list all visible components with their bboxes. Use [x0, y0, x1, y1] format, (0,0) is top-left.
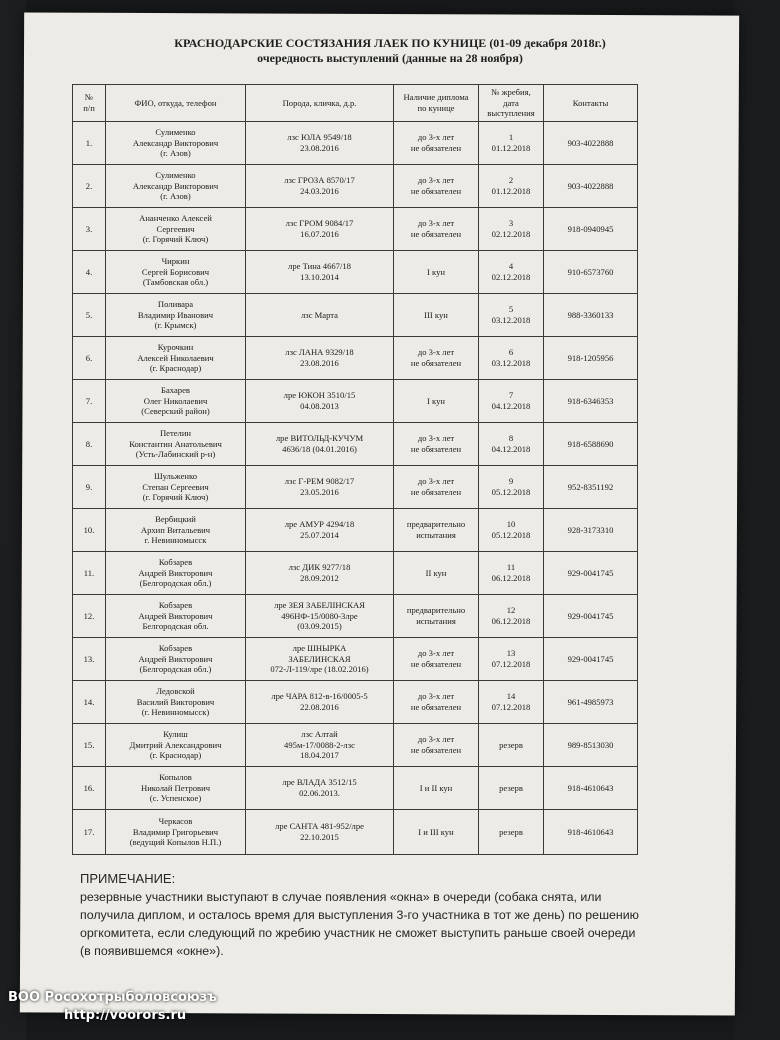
cell-num: 2.	[73, 165, 106, 208]
cell-draw	[479, 466, 544, 509]
cell-contact: 929-0041745	[544, 552, 638, 595]
cell-fio	[106, 724, 246, 767]
cell-fio-line: (г. Горячий Ключ)	[142, 234, 209, 245]
cell-breed-line: лзс ЛАНА 9329/18	[285, 347, 354, 358]
cell-fio	[106, 337, 246, 380]
schedule-table	[72, 84, 638, 855]
cell-breed	[246, 466, 394, 509]
cell-breed-line: 23.05.2016	[300, 487, 339, 497]
cell-diploma	[394, 380, 479, 423]
cell-breed-line: лзс ЮЛА 9549/18	[287, 132, 352, 143]
cell-fio-line: (Белгородская обл.)	[139, 664, 212, 675]
cell-draw	[479, 208, 544, 251]
cell-fio-line: Владимир Григорьевич	[132, 826, 219, 837]
cell-num: 13.	[73, 638, 106, 681]
cell-fio-line: Кобзарев	[158, 643, 193, 654]
cell-diploma	[394, 552, 479, 595]
cell-contact: 989-8513030	[544, 724, 638, 767]
cell-num: 8.	[73, 423, 106, 466]
cell-contact: 988-3360133	[544, 294, 638, 337]
cell-fio	[106, 638, 246, 681]
cell-diploma-line: до 3-х лет	[417, 132, 455, 143]
dark-background-right	[735, 0, 780, 1040]
cell-draw-line: 03.12.2018	[491, 315, 531, 325]
cell-breed-line: 25.07.2014	[300, 530, 339, 540]
cell-breed	[246, 767, 394, 810]
cell-fio-line: Курочкин	[157, 342, 194, 353]
cell-diploma-line: I кун	[427, 395, 445, 406]
table-row	[73, 208, 638, 251]
cell-breed-line: (03.09.2015)	[297, 621, 342, 632]
cell-fio-line: Андрей Викторович	[138, 653, 213, 664]
cell-draw	[479, 380, 544, 423]
cell-breed-line: лзс Г-РЕМ 9082/17	[284, 476, 355, 487]
cell-fio	[106, 380, 246, 423]
cell-draw	[479, 509, 544, 552]
header-fio: ФИО, откуда, телефон	[106, 85, 246, 122]
cell-diploma	[394, 122, 479, 165]
cell-breed-line: 22.08.2016	[300, 702, 339, 712]
note-line-4: (в появившемся «окне»).	[80, 944, 224, 958]
cell-fio-line: (г. Краснодар)	[149, 363, 202, 374]
cell-fio-line: Поливара	[157, 299, 194, 310]
cell-diploma-line: испытания	[416, 530, 456, 540]
cell-breed-line: 22.10.2015	[300, 832, 339, 842]
cell-breed-line: лре ЧАРА 812-в-16/0005-5	[271, 691, 368, 702]
cell-num: 10.	[73, 509, 106, 552]
cell-fio-line: (с. Успенское)	[149, 793, 202, 804]
cell-breed-line: лре ЗЕЯ ЗАБЕЛІНСКАЯ	[274, 600, 365, 611]
cell-fio	[106, 810, 246, 855]
cell-fio-line: Бахарев	[161, 385, 190, 396]
cell-num: 14.	[73, 681, 106, 724]
cell-fio-line: Копылов	[159, 772, 192, 783]
cell-draw-line: 2	[508, 175, 514, 186]
cell-breed-line: лзс ГРОМ 9084/17	[285, 218, 354, 229]
cell-diploma-line: до 3-х лет	[417, 691, 455, 702]
header-breed: Порода, кличка, д.р.	[246, 85, 394, 122]
cell-fio-line: Сулименко	[155, 127, 196, 138]
header-num: № п/п	[73, 85, 106, 122]
cell-breed	[246, 122, 394, 165]
cell-fio-line: Ананченко Алексей	[139, 213, 212, 224]
cell-fio-line: Андрей Викторович	[138, 567, 213, 578]
cell-fio-line: (г. Крымск)	[154, 320, 197, 331]
cell-breed	[246, 810, 394, 855]
cell-breed-line: лре САНТА 481-952/лре	[275, 821, 364, 832]
cell-breed-line: лзс ГРОЗА 8570/17	[284, 175, 355, 186]
cell-fio-line: (Белгородская обл.)	[139, 578, 212, 589]
cell-fio-line: Архип Витальевич	[140, 524, 211, 535]
cell-breed	[246, 509, 394, 552]
table-row	[73, 122, 638, 165]
cell-draw	[479, 294, 544, 337]
table-row	[73, 767, 638, 810]
cell-contact: 903-4022888	[544, 165, 638, 208]
cell-num: 12.	[73, 595, 106, 638]
note-line-2: получила диплом, и осталось время для выступления 3-го участника в тот же день) по решению	[80, 908, 639, 922]
cell-fio-line: Петелин	[159, 428, 192, 439]
cell-diploma-line: II кун	[425, 567, 447, 578]
cell-contact: 928-3173310	[544, 509, 638, 552]
cell-contact: 918-0940945	[544, 208, 638, 251]
cell-breed	[246, 423, 394, 466]
cell-diploma-line: не обязателен	[410, 487, 462, 497]
cell-diploma	[394, 509, 479, 552]
cell-draw-line: 9	[508, 476, 514, 487]
cell-breed-line: 072-Л-119/лре (18.02.2016)	[270, 664, 369, 675]
cell-draw	[479, 595, 544, 638]
cell-breed	[246, 294, 394, 337]
cell-fio	[106, 294, 246, 337]
cell-fio-line: Кобзарев	[158, 600, 193, 611]
header-diploma: Наличие диплома по кунице	[394, 85, 479, 122]
cell-breed-line: 16.07.2016	[300, 229, 339, 239]
table-row	[73, 552, 638, 595]
cell-breed	[246, 380, 394, 423]
cell-draw-line: 4	[508, 261, 514, 272]
cell-fio-line: (г. Азов)	[160, 148, 191, 159]
cell-breed	[246, 638, 394, 681]
cell-num: 17.	[73, 810, 106, 855]
cell-draw-line: 1	[508, 132, 514, 143]
cell-diploma-line: III кун	[424, 309, 448, 320]
cell-fio-line: Андрей Викторович	[138, 610, 213, 621]
cell-breed-line: 28.09.2012	[300, 573, 339, 583]
cell-diploma	[394, 337, 479, 380]
cell-fio	[106, 681, 246, 724]
header-contacts: Контакты	[544, 85, 638, 122]
cell-draw-line: 13	[506, 648, 516, 659]
table-row	[73, 810, 638, 855]
cell-breed-line: 02.06.2013.	[299, 788, 340, 798]
cell-contact: 918-6346353	[544, 380, 638, 423]
cell-draw	[479, 767, 544, 810]
cell-diploma	[394, 294, 479, 337]
cell-contact: 929-0041745	[544, 638, 638, 681]
cell-fio-line: Александр Викторович	[132, 137, 219, 148]
cell-draw-line: 5	[508, 304, 514, 315]
cell-fio-line: Алексей Николаевич	[137, 352, 214, 363]
header-draw: № жребия, дата выступления	[479, 85, 544, 122]
cell-draw-line: резерв	[499, 782, 523, 793]
cell-diploma-line: не обязателен	[410, 186, 462, 196]
cell-fio-line: Ледовской	[156, 686, 195, 697]
cell-breed-line: 23.08.2016	[300, 358, 339, 368]
cell-fio-line: Кобзарев	[158, 557, 193, 568]
cell-diploma-line: не обязателен	[410, 659, 462, 669]
cell-fio-line: (г. Невинномысск)	[141, 707, 210, 718]
cell-diploma-line: испытания	[416, 616, 456, 626]
cell-num: 9.	[73, 466, 106, 509]
cell-draw-line: 03.12.2018	[491, 358, 531, 368]
cell-diploma	[394, 681, 479, 724]
cell-draw-line: 07.12.2018	[491, 702, 531, 712]
table-row	[73, 423, 638, 466]
cell-draw	[479, 165, 544, 208]
cell-fio-line: Николай Петрович	[140, 782, 211, 793]
cell-diploma-line: предварительно	[406, 605, 466, 616]
cell-diploma-line: не обязателен	[410, 229, 462, 239]
note-block	[80, 870, 660, 960]
cell-diploma	[394, 638, 479, 681]
cell-breed-line: лре АМУР 4294/18	[284, 519, 355, 530]
cell-breed	[246, 552, 394, 595]
cell-fio-line: (ведущий Копылов Н.П.)	[129, 837, 222, 848]
cell-diploma-line: I кун	[427, 266, 445, 277]
cell-draw-line: 07.12.2018	[491, 659, 531, 669]
cell-num: 3.	[73, 208, 106, 251]
note-line-3: оргкомитета, если следующий по жребию участник не сможет выступить раньше своей очереди	[80, 926, 636, 940]
cell-breed	[246, 208, 394, 251]
cell-contact: 903-4022888	[544, 122, 638, 165]
cell-fio	[106, 466, 246, 509]
cell-diploma-line: не обязателен	[410, 702, 462, 712]
cell-breed	[246, 337, 394, 380]
cell-num: 7.	[73, 380, 106, 423]
cell-fio	[106, 552, 246, 595]
cell-contact: 929-0041745	[544, 595, 638, 638]
cell-fio	[106, 208, 246, 251]
cell-breed-line: 496НФ-15/0080-3лре	[281, 610, 358, 621]
cell-draw	[479, 552, 544, 595]
cell-num: 5.	[73, 294, 106, 337]
cell-fio	[106, 423, 246, 466]
table-row	[73, 294, 638, 337]
title-line-1: КРАСНОДАРСКИЕ СОСТЯЗАНИЯ ЛАЕК ПО КУНИЦЕ (01-09 декабря 2018г.)	[174, 36, 606, 50]
table-row	[73, 724, 638, 767]
cell-diploma	[394, 165, 479, 208]
cell-draw-line: 12	[506, 605, 516, 616]
cell-num: 6.	[73, 337, 106, 380]
cell-draw-line: 06.12.2018	[491, 616, 531, 626]
cell-diploma-line: I и III кун	[418, 826, 454, 837]
cell-fio-line: Кулиш	[163, 729, 188, 740]
cell-draw	[479, 122, 544, 165]
cell-breed-line: лзс Марта	[301, 309, 338, 320]
cell-draw-line: 01.12.2018	[491, 143, 531, 153]
cell-diploma-line: до 3-х лет	[417, 476, 455, 487]
cell-contact: 910-6573760	[544, 251, 638, 294]
cell-draw	[479, 724, 544, 767]
cell-diploma-line: до 3-х лет	[417, 734, 455, 745]
cell-breed-line: лре Тина 4667/18	[288, 261, 351, 272]
cell-diploma	[394, 724, 479, 767]
cell-breed-line: 23.08.2016	[300, 143, 339, 153]
cell-diploma	[394, 595, 479, 638]
cell-fio-line: Вербицкий	[155, 514, 196, 525]
table-header-row	[73, 85, 638, 122]
cell-fio	[106, 509, 246, 552]
cell-fio-line: Шульженко	[153, 471, 198, 482]
cell-fio-line: (Тамбовская обл.)	[142, 277, 209, 288]
cell-fio-line: Александр Викторович	[132, 180, 219, 191]
cell-draw-line: резерв	[499, 739, 523, 750]
cell-diploma-line: не обязателен	[410, 444, 462, 454]
cell-fio-line: Черкасов	[158, 816, 193, 827]
cell-breed-line: 24.03.2016	[300, 186, 339, 196]
cell-diploma-line: до 3-х лет	[417, 648, 455, 659]
cell-num: 15.	[73, 724, 106, 767]
watermark-url: http://voorors.ru	[64, 1008, 187, 1023]
cell-contact: 918-1205956	[544, 337, 638, 380]
cell-fio-line: Сергеевич	[156, 223, 195, 234]
cell-diploma	[394, 208, 479, 251]
table-row	[73, 638, 638, 681]
cell-fio-line: (г. Азов)	[160, 191, 191, 202]
cell-draw	[479, 810, 544, 855]
cell-num: 1.	[73, 122, 106, 165]
cell-diploma	[394, 251, 479, 294]
cell-diploma-line: не обязателен	[410, 143, 462, 153]
cell-draw	[479, 638, 544, 681]
cell-draw-line: 8	[508, 433, 514, 444]
cell-diploma	[394, 810, 479, 855]
cell-contact: 952-8351192	[544, 466, 638, 509]
cell-draw-line: 10	[506, 519, 516, 530]
cell-draw	[479, 423, 544, 466]
cell-draw-line: 04.12.2018	[491, 401, 531, 411]
cell-draw-line: 02.12.2018	[491, 272, 531, 282]
cell-draw-line: 05.12.2018	[491, 487, 531, 497]
cell-diploma-line: не обязателен	[410, 745, 462, 755]
cell-contact: 918-6588690	[544, 423, 638, 466]
cell-breed-line: 4636/18 (04.01.2016)	[282, 444, 357, 454]
cell-fio-line: (г. Краснодар)	[149, 750, 202, 761]
cell-diploma-line: предварительно	[406, 519, 466, 530]
cell-draw-line: 02.12.2018	[491, 229, 531, 239]
cell-breed	[246, 681, 394, 724]
table-row	[73, 681, 638, 724]
cell-fio-line: Дмитрий Александрович	[129, 739, 222, 750]
cell-contact: 918-4610643	[544, 767, 638, 810]
cell-breed-line: 04.08.2013	[300, 401, 339, 411]
cell-breed	[246, 595, 394, 638]
cell-breed-line: лзс ДИК 9277/18	[288, 562, 351, 573]
cell-fio-line: г. Невинномысск	[144, 535, 207, 546]
cell-diploma-line: I и II кун	[419, 782, 453, 793]
cell-breed	[246, 724, 394, 767]
cell-diploma-line: не обязателен	[410, 358, 462, 368]
cell-num: 11.	[73, 552, 106, 595]
cell-breed-line: 13.10.2014	[300, 272, 339, 282]
cell-diploma-line: до 3-х лет	[417, 433, 455, 444]
cell-draw-line: 7	[508, 390, 514, 401]
cell-draw-line: резерв	[499, 826, 523, 837]
cell-fio	[106, 595, 246, 638]
cell-contact: 961-4985973	[544, 681, 638, 724]
cell-fio-line: Сулименко	[155, 170, 196, 181]
note-title: ПРИМЕЧАНИЕ:	[80, 871, 176, 886]
cell-diploma-line: до 3-х лет	[417, 347, 455, 358]
cell-fio-line: Владимир Иванович	[137, 309, 214, 320]
cell-diploma-line: до 3-х лет	[417, 175, 455, 186]
table-row	[73, 509, 638, 552]
cell-draw-line: 04.12.2018	[491, 444, 531, 454]
table-row	[73, 251, 638, 294]
note-line-1: резервные участники выступают в случае появления «окна» в очереди (собака снята, или	[80, 890, 602, 904]
cell-breed-line: лре ЮКОН 3510/15	[283, 390, 356, 401]
cell-breed-line: лре ВЛАДА 3512/15	[282, 777, 357, 788]
cell-num: 4.	[73, 251, 106, 294]
cell-draw	[479, 337, 544, 380]
cell-breed-line: ЗАБЕЛИНСКАЯ	[288, 653, 351, 664]
cell-fio	[106, 767, 246, 810]
cell-num: 16.	[73, 767, 106, 810]
cell-breed-line: лре ВИТОЛЬД-КУЧУМ	[275, 433, 364, 444]
document-title	[0, 36, 780, 66]
cell-fio	[106, 165, 246, 208]
cell-draw-line: 14	[506, 691, 516, 702]
cell-fio-line: Чиркин	[161, 256, 190, 267]
table-row	[73, 595, 638, 638]
table-row	[73, 165, 638, 208]
cell-fio	[106, 122, 246, 165]
cell-breed	[246, 165, 394, 208]
cell-fio-line: (г. Горячий Ключ)	[142, 492, 209, 503]
cell-diploma	[394, 767, 479, 810]
watermark-org: ВОО Росохотрыболовсоюзъ	[8, 990, 217, 1005]
title-line-2: очередность выступлений (данные на 28 ноября)	[257, 51, 523, 65]
cell-draw-line: 05.12.2018	[491, 530, 531, 540]
cell-draw-line: 6	[508, 347, 514, 358]
cell-draw-line: 11	[506, 562, 516, 573]
cell-diploma-line: до 3-х лет	[417, 218, 455, 229]
cell-breed-line: 495м-17/0088-2-лзс	[284, 739, 355, 750]
cell-draw-line: 01.12.2018	[491, 186, 531, 196]
cell-diploma	[394, 466, 479, 509]
cell-fio-line: Степан Сергеевич	[142, 481, 209, 492]
cell-fio-line: Белгородская обл.	[142, 621, 209, 632]
table-row	[73, 337, 638, 380]
table-row	[73, 380, 638, 423]
cell-breed-line: лре ШНЫРКА	[292, 643, 347, 654]
cell-fio-line: (Усть-Лабинский р-н)	[135, 449, 216, 460]
cell-draw	[479, 681, 544, 724]
cell-breed-line: 18.04.2017	[300, 750, 339, 761]
cell-breed-line: лзс Алтай	[301, 729, 338, 740]
cell-fio-line: (Северский район)	[141, 406, 210, 417]
cell-draw-line: 06.12.2018	[491, 573, 531, 583]
cell-draw	[479, 251, 544, 294]
cell-fio-line: Сергей Борисович	[141, 266, 210, 277]
cell-breed	[246, 251, 394, 294]
cell-fio	[106, 251, 246, 294]
cell-fio-line: Василий Викторович	[136, 696, 215, 707]
cell-draw-line: 3	[508, 218, 514, 229]
table-body	[73, 122, 638, 855]
cell-diploma	[394, 423, 479, 466]
cell-contact: 918-4610643	[544, 810, 638, 855]
table-row	[73, 466, 638, 509]
cell-fio-line: Константин Анатольевич	[129, 438, 222, 449]
cell-fio-line: Олег Николаевич	[143, 395, 208, 406]
